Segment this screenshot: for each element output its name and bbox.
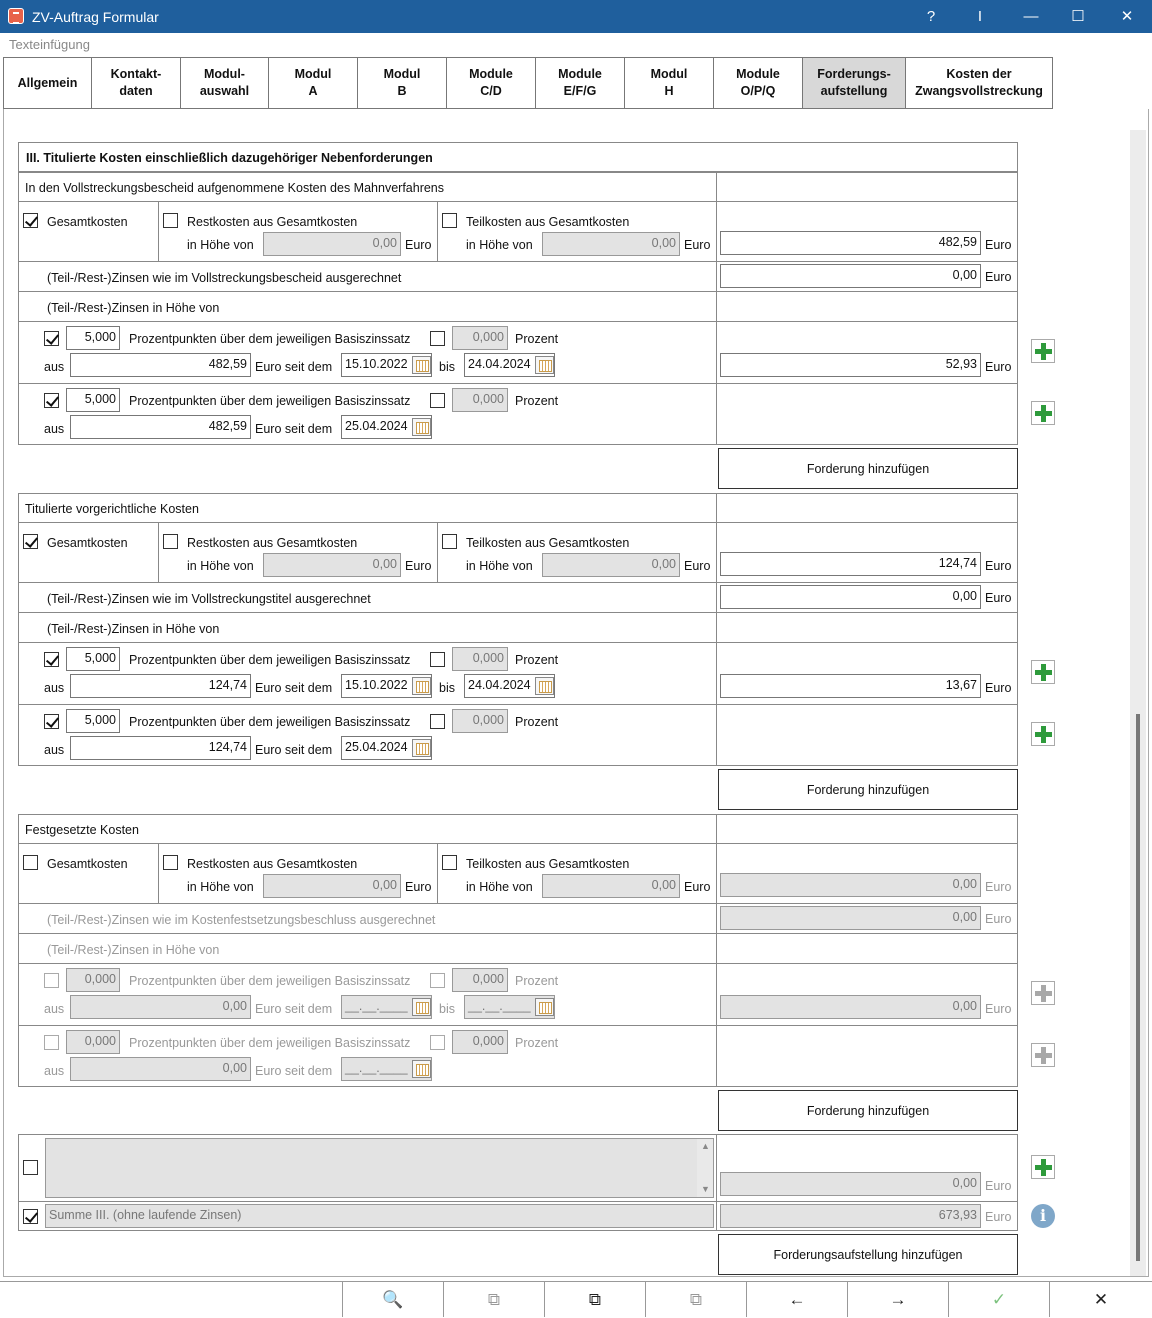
free-text-area[interactable] [45, 1138, 714, 1198]
block3-interest2-from-input[interactable]: __.__.____ [341, 1057, 432, 1081]
block1-zinshoehe-row [18, 291, 717, 322]
block3-interest1-rate-input[interactable]: 0,000 [66, 968, 120, 992]
sum-row [18, 1201, 717, 1231]
calendar-icon[interactable] [412, 739, 431, 757]
bis-label: bis [439, 681, 455, 695]
block3-total-cell [716, 843, 1018, 904]
block1-interest1-amount-cell [716, 321, 1018, 384]
block1-gesamt-cell [18, 201, 159, 262]
tab-forderungsaufstellung[interactable]: Forderungs- aufstellung [802, 57, 906, 109]
block2-zinsen-row [18, 582, 717, 613]
block2-restkosten-checkbox[interactable] [163, 534, 178, 549]
section-title-box [18, 142, 1018, 172]
block2-gesamt-cell [18, 522, 159, 583]
prozentpunkte-label: Prozentpunkten über dem jeweiligen Basiszinssatz [129, 394, 411, 408]
block2-interest2-prozent-input[interactable]: 0,000 [452, 709, 508, 733]
calendar-icon[interactable] [412, 418, 431, 436]
prozentpunkte-label: Prozentpunkten über dem jeweiligen Basiszinssatz [129, 974, 411, 988]
calendar-icon[interactable] [535, 677, 554, 695]
help-button[interactable]: ? [926, 8, 936, 25]
aus-label: aus [44, 360, 65, 374]
block1-interest2-from-input[interactable]: 25.04.2024 [341, 415, 432, 439]
add-forderungsaufstellung-button[interactable]: Forderungsaufstellung hinzufügen [718, 1234, 1018, 1275]
block3-zinshoehe-right [716, 933, 1018, 964]
menu-item-texteinfuegung[interactable]: Texteinfügung [9, 37, 90, 52]
block1-zinsen-row [18, 261, 717, 292]
block2-interest1-to-input[interactable]: 24.04.2024 [464, 674, 555, 698]
block2-interest2-base-input[interactable]: 124,74 [70, 736, 251, 760]
document-icon[interactable]: ⧉ [544, 1282, 645, 1317]
tab-module-cd[interactable]: Module C/D [446, 57, 536, 109]
block1-interest2-checkbox[interactable] [44, 393, 59, 408]
tab-kontaktdaten[interactable]: Kontakt- daten [91, 57, 181, 109]
block1-total-cell [716, 201, 1018, 262]
add-free-row-plus-icon[interactable] [1031, 1155, 1055, 1179]
block3-interest2-amount-cell [716, 1025, 1018, 1087]
block3-teil-input[interactable]: 0,00 [542, 874, 680, 898]
block1-interest2-base-input[interactable]: 482,59 [70, 415, 251, 439]
free-text-row [18, 1134, 717, 1202]
block3-teilkosten-label: Teilkosten aus Gesamtkosten [466, 857, 630, 871]
euro-label: Euro [985, 681, 1012, 695]
euro-label: Euro [985, 559, 1012, 573]
zinsen-hoehe-label: (Teil-/Rest-)Zinsen in Höhe von [47, 622, 220, 636]
block1-heading-right [716, 172, 1018, 202]
euro-label: Euro [405, 559, 432, 573]
block1-zinshoehe-right [716, 291, 1018, 322]
euro-label: Euro [405, 238, 432, 252]
title-bar [0, 0, 1152, 33]
block1-add-forderung-button[interactable]: Forderung hinzufügen [718, 448, 1018, 489]
tab-modul-a[interactable]: Modul A [268, 57, 358, 109]
euro-label: Euro [985, 1210, 1012, 1224]
app-icon [8, 8, 24, 24]
block1-teil-hoehe-label: in Höhe von [466, 238, 533, 252]
block1-interest1-checkbox[interactable] [44, 331, 59, 346]
block2-zinsen-cell [716, 582, 1018, 613]
block2-teil-hoehe-label: in Höhe von [466, 559, 533, 573]
block1-restkosten-label: Restkosten aus Gesamtkosten [187, 215, 358, 229]
block2-teilkosten-label: Teilkosten aus Gesamtkosten [466, 536, 630, 550]
block2-teilkosten-checkbox[interactable] [442, 534, 457, 549]
back-arrow-icon[interactable]: ← [746, 1282, 847, 1317]
block2-interest1-checkbox[interactable] [44, 652, 59, 667]
zinsen-hoehe-label: (Teil-/Rest-)Zinsen in Höhe von [47, 301, 220, 315]
block2-interest1-amount-input[interactable]: 13,67 [720, 674, 981, 698]
aus-label: aus [44, 681, 65, 695]
maximize-button[interactable]: ☐ [1071, 8, 1085, 25]
block2-interest1-base-input[interactable]: 124,74 [70, 674, 251, 698]
tab-modul-b[interactable]: Modul B [357, 57, 447, 109]
tab-allgemein[interactable]: Allgemein [3, 57, 92, 109]
euro-label: Euro [985, 270, 1012, 284]
sum-value-input[interactable]: 673,93 [720, 1204, 981, 1228]
block3-gesamtkosten-checkbox[interactable] [23, 855, 38, 870]
euro-label: Euro [985, 1179, 1012, 1193]
euro-label: Euro [985, 1002, 1012, 1016]
block1-zinsen-cell [716, 261, 1018, 292]
block2-gesamtkosten-checkbox[interactable] [23, 534, 38, 549]
block3-interest1-to-input[interactable]: __.__.____ [464, 995, 555, 1019]
block2-interest1-prozent-checkbox[interactable] [430, 652, 445, 667]
block3-interest1-prozent-input[interactable]: 0,000 [452, 968, 508, 992]
aus-label: aus [44, 1002, 65, 1016]
block3-interest-row-1 [18, 963, 717, 1026]
euro-seit-label: Euro seit dem [255, 1064, 333, 1078]
block3-zinsen-cell [716, 903, 1018, 934]
block2-interest2-checkbox[interactable] [44, 714, 59, 729]
block3-gesamt-cell [18, 843, 159, 904]
block2-interest1-from-input[interactable]: 15.10.2022 [341, 674, 432, 698]
scroll-up-icon[interactable]: ▲ [701, 1141, 710, 1151]
tab-kosten-zwangsvollstreckung[interactable]: Kosten der Zwangsvollstreckung [905, 57, 1053, 109]
add-interest-plus-icon[interactable] [1031, 981, 1055, 1005]
add-interest-plus-icon[interactable] [1031, 401, 1055, 425]
minimize-button[interactable]: — [1023, 8, 1039, 25]
block1-zinsen-label: (Teil-/Rest-)Zinsen wie im Vollstreckungsbescheid ausgerechnet [47, 271, 402, 285]
euro-label: Euro [684, 238, 711, 252]
calendar-icon[interactable] [412, 356, 431, 374]
scroll-down-icon[interactable]: ▼ [701, 1184, 710, 1194]
block2-gesamtkosten-label: Gesamtkosten [47, 536, 128, 550]
window-title: ZV-Auftrag Formular [32, 9, 159, 25]
scrollbar-thumb[interactable] [1136, 714, 1140, 1261]
euro-seit-label: Euro seit dem [255, 422, 333, 436]
free-amount-input[interactable]: 0,00 [720, 1172, 981, 1196]
textarea-scrollbar[interactable] [697, 1139, 713, 1197]
euro-label: Euro [985, 360, 1012, 374]
block2-teil-cell [437, 522, 717, 583]
block1-total-input[interactable]: 482,59 [720, 231, 981, 255]
block3-restkosten-checkbox[interactable] [163, 855, 178, 870]
prozent-label: Prozent [515, 394, 559, 408]
aus-label: aus [44, 422, 65, 436]
block2-zinshoehe-row [18, 612, 717, 643]
block3-interest1-amount-cell [716, 963, 1018, 1026]
bis-label: bis [439, 1002, 455, 1016]
block2-rest-cell [158, 522, 438, 583]
block3-zinshoehe-row [18, 933, 717, 964]
zinsen-hoehe-label: (Teil-/Rest-)Zinsen in Höhe von [47, 943, 220, 957]
euro-label: Euro [985, 880, 1012, 894]
euro-seit-label: Euro seit dem [255, 743, 333, 757]
block1-interest2-amount-cell [716, 383, 1018, 445]
block3-gesamtkosten-label: Gesamtkosten [47, 857, 128, 871]
block2-interest2-amount-cell [716, 704, 1018, 766]
block3-teilkosten-checkbox[interactable] [442, 855, 457, 870]
block3-interest2-prozent-checkbox[interactable] [430, 1035, 445, 1050]
export-icon[interactable]: ⧉ [645, 1282, 746, 1317]
tab-modul-h[interactable]: Modul H [624, 57, 714, 109]
aus-label: aus [44, 1064, 65, 1078]
cancel-x-icon[interactable]: ✕ [1049, 1282, 1152, 1317]
block2-rest-input[interactable]: 0,00 [263, 553, 401, 577]
cursor-button[interactable]: I [977, 8, 983, 25]
block3-interest2-rate-input[interactable]: 0,000 [66, 1030, 120, 1054]
calendar-icon[interactable] [535, 998, 554, 1016]
euro-label: Euro [684, 559, 711, 573]
block2-restkosten-label: Restkosten aus Gesamtkosten [187, 536, 358, 550]
block2-zinsen-input[interactable]: 0,00 [720, 585, 981, 609]
prozentpunkte-label: Prozentpunkten über dem jeweiligen Basiszinssatz [129, 715, 411, 729]
block1-teil-input[interactable]: 0,00 [542, 232, 680, 256]
aus-label: aus [44, 743, 65, 757]
clipboard-icon[interactable]: ⧉ [443, 1282, 544, 1317]
block3-interest-row-2 [18, 1025, 717, 1087]
euro-label: Euro [985, 238, 1012, 252]
prozent-label: Prozent [515, 332, 559, 346]
block2-interest-row-1 [18, 642, 717, 705]
block2-interest-row-2 [18, 704, 717, 766]
block3-teil-cell [437, 843, 717, 904]
add-interest-plus-icon[interactable] [1031, 722, 1055, 746]
block3-rest-cell [158, 843, 438, 904]
block1-interest1-amount-input[interactable]: 52,93 [720, 353, 981, 377]
prozent-label: Prozent [515, 1036, 559, 1050]
block1-interest-row-2 [18, 383, 717, 445]
tab-module-efg[interactable]: Module E/F/G [535, 57, 625, 109]
block2-teil-input[interactable]: 0,00 [542, 553, 680, 577]
block1-rest-cell [158, 201, 438, 262]
search-icon[interactable]: 🔍 [342, 1282, 443, 1317]
block3-rest-hoehe-label: in Höhe von [187, 880, 254, 894]
euro-seit-label: Euro seit dem [255, 360, 333, 374]
block2-add-forderung-button[interactable]: Forderung hinzufügen [718, 769, 1018, 810]
block3-heading-right [716, 814, 1018, 844]
block2-heading-box [18, 493, 717, 523]
block3-rest-input[interactable]: 0,00 [263, 874, 401, 898]
block3-heading: Festgesetzte Kosten [25, 823, 139, 837]
block2-heading-right [716, 493, 1018, 523]
block3-add-forderung-button[interactable]: Forderung hinzufügen [718, 1090, 1018, 1131]
block3-total-input[interactable]: 0,00 [720, 873, 981, 897]
block1-interest1-prozent-checkbox[interactable] [430, 331, 445, 346]
info-icon[interactable]: i [1031, 1204, 1055, 1228]
close-window-button[interactable]: ✕ [1120, 8, 1134, 25]
prozent-label: Prozent [515, 974, 559, 988]
euro-label: Euro [985, 591, 1012, 605]
block3-restkosten-label: Restkosten aus Gesamtkosten [187, 857, 358, 871]
block3-interest2-base-input[interactable]: 0,00 [70, 1057, 251, 1081]
tab-module-opq[interactable]: Module O/P/Q [713, 57, 803, 109]
block1-heading-box [18, 172, 717, 202]
block1-zinsen-input[interactable]: 0,00 [720, 264, 981, 288]
block2-heading: Titulierte vorgerichtliche Kosten [25, 502, 199, 516]
block3-zinsen-label: (Teil-/Rest-)Zinsen wie im Kostenfestsetzungsbeschluss ausgerechnet [47, 913, 436, 927]
block1-teilkosten-label: Teilkosten aus Gesamtkosten [466, 215, 630, 229]
block1-restkosten-checkbox[interactable] [163, 213, 178, 228]
block1-interest1-rate-input[interactable]: 5,000 [66, 326, 120, 350]
block3-interest2-checkbox[interactable] [44, 1035, 59, 1050]
euro-label: Euro [985, 912, 1012, 926]
prozentpunkte-label: Prozentpunkten über dem jeweiligen Basiszinssatz [129, 1036, 411, 1050]
block3-interest2-prozent-input[interactable]: 0,000 [452, 1030, 508, 1054]
prozentpunkte-label: Prozentpunkten über dem jeweiligen Basiszinssatz [129, 653, 411, 667]
block2-interest2-from-input[interactable]: 25.04.2024 [341, 736, 432, 760]
block1-interest2-prozent-checkbox[interactable] [430, 393, 445, 408]
block3-zinsen-row [18, 903, 717, 934]
tab-modulauswahl[interactable]: Modul- auswahl [180, 57, 269, 109]
calendar-icon[interactable] [412, 998, 431, 1016]
block1-interest1-from-input[interactable]: 15.10.2022 [341, 353, 432, 377]
add-interest-plus-icon[interactable] [1031, 1043, 1055, 1067]
block1-interest1-base-input[interactable]: 482,59 [70, 353, 251, 377]
block2-interest2-rate-input[interactable]: 5,000 [66, 709, 120, 733]
block2-interest1-rate-input[interactable]: 5,000 [66, 647, 120, 671]
euro-seit-label: Euro seit dem [255, 681, 333, 695]
block1-interest1-to-input[interactable]: 24.04.2024 [464, 353, 555, 377]
block1-rest-hoehe-label: in Höhe von [187, 238, 254, 252]
block2-total-cell [716, 522, 1018, 583]
block2-total-input[interactable]: 124,74 [720, 552, 981, 576]
block2-interest2-prozent-checkbox[interactable] [430, 714, 445, 729]
free-text-checkbox[interactable] [23, 1160, 38, 1175]
block1-interest2-prozent-input[interactable]: 0,000 [452, 388, 508, 412]
prozent-label: Prozent [515, 715, 559, 729]
section-title: III. Titulierte Kosten einschließlich dazugehöriger Nebenforderungen [26, 151, 433, 165]
block1-gesamtkosten-checkbox[interactable] [23, 213, 38, 228]
ok-check-icon[interactable]: ✓ [948, 1282, 1049, 1317]
block1-interest2-rate-input[interactable]: 5,000 [66, 388, 120, 412]
prozentpunkte-label: Prozentpunkten über dem jeweiligen Basiszinssatz [129, 332, 411, 346]
euro-label: Euro [684, 880, 711, 894]
euro-seit-label: Euro seit dem [255, 1002, 333, 1016]
block2-zinshoehe-right [716, 612, 1018, 643]
sum-checkbox[interactable] [23, 1209, 38, 1224]
block1-heading: In den Vollstreckungsbescheid aufgenommene Kosten des Mahnverfahrens [25, 181, 445, 195]
sum-label-field[interactable]: Summe III. (ohne laufende Zinsen) [45, 1204, 714, 1228]
block3-teil-hoehe-label: in Höhe von [466, 880, 533, 894]
block1-interest-row-1 [18, 321, 717, 384]
block3-interest1-checkbox[interactable] [44, 973, 59, 988]
block3-interest1-amount-input[interactable]: 0,00 [720, 995, 981, 1019]
block2-interest1-prozent-input[interactable]: 0,000 [452, 647, 508, 671]
add-interest-plus-icon[interactable] [1031, 660, 1055, 684]
block1-teil-cell [437, 201, 717, 262]
bis-label: bis [439, 360, 455, 374]
calendar-icon[interactable] [412, 677, 431, 695]
block1-teilkosten-checkbox[interactable] [442, 213, 457, 228]
forward-arrow-icon[interactable]: → [847, 1282, 948, 1317]
calendar-icon[interactable] [535, 356, 554, 374]
block1-gesamtkosten-label: Gesamtkosten [47, 215, 128, 229]
block1-interest1-prozent-input[interactable]: 0,000 [452, 326, 508, 350]
block3-interest1-base-input[interactable]: 0,00 [70, 995, 251, 1019]
add-interest-plus-icon[interactable] [1031, 339, 1055, 363]
prozent-label: Prozent [515, 653, 559, 667]
calendar-icon[interactable] [412, 1060, 431, 1078]
block2-rest-hoehe-label: in Höhe von [187, 559, 254, 573]
block2-zinsen-label: (Teil-/Rest-)Zinsen wie im Vollstreckungstitel ausgerechnet [47, 592, 371, 606]
block3-heading-box [18, 814, 717, 844]
block3-interest1-from-input[interactable]: __.__.____ [341, 995, 432, 1019]
block2-interest1-amount-cell [716, 642, 1018, 705]
block3-interest1-prozent-checkbox[interactable] [430, 973, 445, 988]
sum-value-cell [716, 1201, 1018, 1231]
menu-bar [0, 33, 1152, 55]
block3-zinsen-input[interactable]: 0,00 [720, 906, 981, 930]
euro-label: Euro [405, 880, 432, 894]
block1-rest-input[interactable]: 0,00 [263, 232, 401, 256]
free-amount-cell [716, 1134, 1018, 1202]
